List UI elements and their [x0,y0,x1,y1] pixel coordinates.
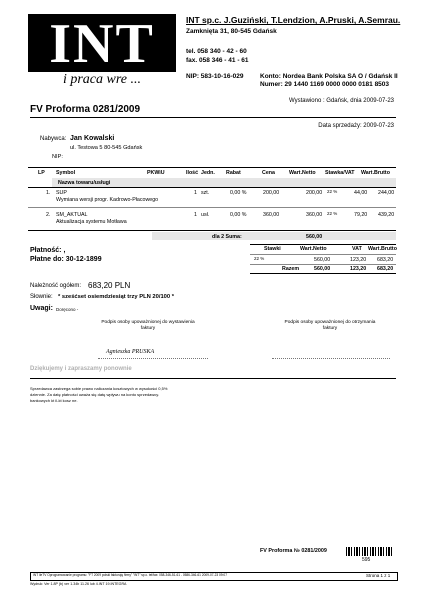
row-discount: 0,00 % [230,190,247,196]
col-subheader-name: Nazwa towaru/usługi [58,180,111,186]
signature-receiver-label-2: faktury [322,326,338,331]
row-price: 200,00 [263,190,280,196]
row-price: 360,00 [263,212,280,218]
sum-label: dla 2 Suma: [212,234,242,240]
company-account-number: Numer: 29 1440 1169 0000 0000 0181 8503 [260,81,390,88]
remarks-label: Uwagi: [30,305,53,312]
col-header-gross: Wart.Brutto [361,170,390,176]
summary-total-vat: 123,20 [350,266,367,272]
summary-divider [250,254,396,255]
col-header-pkwiu: PKWiU [147,170,165,176]
row-divider [28,207,396,208]
summary-top-border [250,244,396,245]
row-qty: 1 [194,190,197,196]
thanks-divider [30,378,396,379]
table-header-border [28,187,396,188]
row-unit: usł. [201,212,210,218]
footer-document-ref: FV Proforma № 0281/2009 [260,548,327,554]
document-title: FV Proforma 0281/2009 [30,104,141,115]
logo-text: INT [49,13,155,75]
amount-due-value: 683,20 PLN [88,281,131,290]
signature-receiver-label [270,320,390,332]
row-rate: 22 % [327,189,338,194]
row-symbol: SM_AKTUAL [56,212,88,218]
payment-due: Płatne do: 30-12-1899 [30,256,102,263]
title-divider [30,117,396,118]
summary-divider [250,264,396,265]
thanks-text: Dziękujemy i zapraszamy ponownie [30,366,132,372]
row-symbol: SUP [56,190,67,196]
col-header-qty: Ilość [186,170,199,176]
row-name: Aktualizacja systemu Motława [56,219,127,225]
company-fax: fax. 058 346 - 41 - 61 [186,57,249,64]
summary-total-gross: 683,20 [377,266,394,272]
summary-header-net: Wart.Netto [300,246,327,252]
col-header-symbol: Symbol [56,170,76,176]
in-words-value: * sześćset osiemdziesiąt trzy PLN 20/100 * [58,294,174,300]
signature-receiver-label-1: Podpis osoby upoważnionej do otrzymania [284,320,376,325]
logo-tagline: i praca wre ... [62,72,142,87]
sum-value: 560,00 [306,234,323,240]
sum-band [152,232,396,240]
legal-line: Sprzedawca zastrzega sobie prawo naliczania kosztowych w wysokości 0,5% [30,386,168,391]
summary-header-vat: VAT [352,246,362,252]
legal-notes [30,386,167,404]
summary-total-net: 560,00 [314,266,331,272]
in-words-label: Słownie: [30,294,53,300]
summary-header-rate: Stawki [264,246,281,252]
company-address: Zamknięta 31, 80-545 Gdańsk [186,28,277,35]
footer-print-info: Wydruk: Ver 1.8P (b) ver 1.34b 11.26 lub 4.INT 19.INTEGRA [30,582,127,586]
buyer-name: Jan Kowalski [70,135,115,142]
col-header-lp: LP [38,170,45,176]
signature-receiver-line [272,358,390,359]
company-name: INT sp.c. J.Guziński, T.Lendzion, A.Pruski, A.Semrau. [186,15,401,25]
summary-net: 560,00 [314,257,331,263]
company-account: Konto: Nordea Bank Polska SA O / Gdańsk II [260,73,398,80]
col-header-net: Wart.Netto [289,170,316,176]
barcode-number: 595 [362,557,371,563]
row-net: 360,00 [306,212,323,218]
buyer-nip-label: NIP: [52,154,63,160]
issue-place-date: Wystawiono : Gdańsk, dnia 2009-07-23 [288,98,394,104]
footer-page: Strona 1 z 1 [366,573,391,578]
row-vat: 44,00 [354,190,368,196]
signature-issuer-label [88,320,208,332]
row-rate: 22 % [327,211,338,216]
row-name: Wymiana wersji progr. Kadrowo-Płacowego [56,197,159,203]
logo-box [28,13,176,75]
row-vat: 79,20 [354,212,368,218]
row-lp: 1. [46,190,51,196]
company-tel: tel. 058 340 - 42 - 60 [186,48,247,55]
summary-vat: 123,20 [350,257,367,263]
summary-rate: 22 % [254,256,265,261]
amount-due-label: Należność ogółem: [30,283,82,289]
row-lp: 2. [46,212,51,218]
signature-issuer-label-2: faktury [140,326,156,331]
signature-issuer-name: Agnieszka PRUSKA [106,349,155,355]
col-header-discount: Rabat [226,170,241,176]
company-logo [28,14,176,86]
barcode-graphic [346,547,394,556]
legal-line: bankowych kt il-kt kosz ne. [30,398,78,403]
summary-gross: 683,20 [377,257,394,263]
row-gross: 439,20 [378,212,395,218]
row-net: 200,00 [306,190,323,196]
summary-header-gross: Wart.Brutto [368,246,397,252]
signature-issuer-label-1: Podpis osoby upoważnionej do wystawienia [101,320,195,325]
sale-date: Data sprzedaży: 2009-07-23 [318,123,394,129]
row-qty: 1 [194,212,197,218]
table-top-border [28,167,396,168]
col-header-rate: Stawka/VAT [325,170,355,176]
table-bottom-border [28,230,396,231]
buyer-label: Nabywca: [40,136,67,142]
col-header-unit: Jedn. [201,170,215,176]
remarks-value: Doręcono - [56,307,79,312]
row-gross: 244,00 [378,190,395,196]
footer-software: INT IleTV Oprogramowanie programu: "FT 2009 polski fakturuję firmy" "INT" sp.c. tel/fax: 058-346-51-61 - 0586-346-61 2009-07-23 09:07 [33,573,227,577]
legal-line: dziennie. Za datę płatności uważa się datę wpływu na konto sprzedawcy. [30,392,160,397]
payment-method: Płatność: , [30,247,66,254]
row-discount: 0,00 % [230,212,247,218]
summary-bottom-border [250,273,396,274]
buyer-address: ul. Testowa 5 80-545 Gdańsk [70,145,143,151]
company-nip: NIP: 583-10-16-029 [186,73,244,80]
signature-issuer-line [98,358,208,359]
col-header-price: Cena [262,170,275,176]
row-unit: szt. [201,190,210,196]
summary-total-label: Razem [282,266,300,272]
